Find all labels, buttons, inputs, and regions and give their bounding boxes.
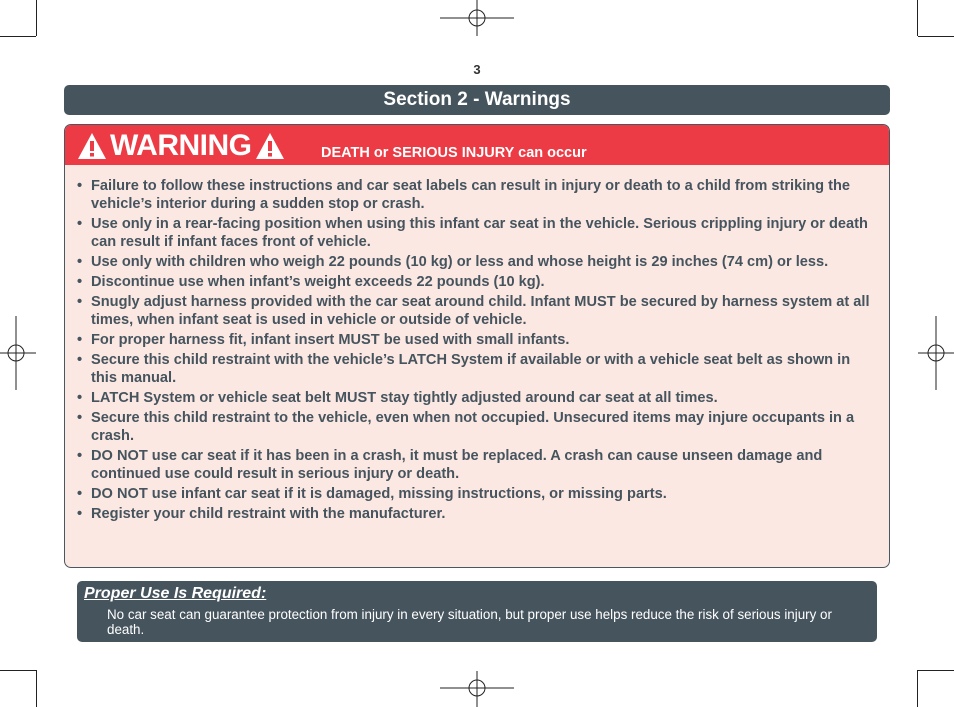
warning-item [77,331,877,349]
bullet-icon: • [77,486,83,502]
registration-mark-icon [918,316,954,390]
section-title-bar [64,85,890,115]
crop-mark [918,36,954,37]
warning-item-text: For proper harness fit, infant insert MUST be used with small infants. [91,332,570,348]
crop-mark [917,670,918,707]
warning-box [64,124,890,568]
crop-mark [0,36,36,37]
crop-mark [36,0,37,36]
warning-item [77,293,877,329]
warning-subtitle: DEATH or SERIOUS INJURY can occur [321,145,587,161]
warning-item-text: Use only with children who weigh 22 pounds (10 kg) or less and whose height is 29 inches (74 cm) or less. [91,254,829,270]
bullet-icon: • [77,216,83,232]
bullet-icon: • [77,274,83,290]
warning-item [77,253,877,271]
registration-mark-icon [440,671,514,707]
warning-item [77,273,877,291]
warning-item-text: Secure this child restraint to the vehicle, even when not occupied. Unsecured items may injure occupants in a crash. [91,410,855,444]
warning-item-text: DO NOT use infant car seat if it is damaged, missing instructions, or missing parts. [91,486,667,502]
warning-item-text: Register your child restraint with the manufacturer. [91,506,446,522]
warning-item [77,409,877,445]
bullet-icon: • [77,410,83,426]
proper-use-title: Proper Use Is Required: [84,585,267,602]
warning-item-text: Discontinue use when infant’s weight exceeds 22 pounds (10 kg). [91,274,545,290]
warning-triangle-icon [255,132,285,160]
bullet-icon: • [77,254,83,270]
warning-item [77,351,877,387]
registration-mark-icon [0,316,36,390]
crop-mark [918,670,954,671]
warning-item-text: Snugly adjust harness provided with the car seat around child. Infant MUST be secured by harness system at all times, when infant seat is used in vehicle or outside of vehicle. [91,294,870,328]
page-number: 3 [473,62,481,77]
warning-label: WARNING [110,129,252,162]
bullet-icon: • [77,352,83,368]
warning-item-text: LATCH System or vehicle seat belt MUST stay tightly adjusted around car seat at all times. [91,390,718,406]
warning-item-text: Use only in a rear-facing position when using this infant car seat in the vehicle. Serious crippling injury or death can result if infant faces front of vehicle. [91,216,868,250]
warning-item [77,389,877,407]
crop-mark [0,670,36,671]
warning-item [77,215,877,251]
warning-triangle-icon [77,132,107,160]
bullet-icon: • [77,178,83,194]
bullet-icon: • [77,294,83,310]
warning-item-text: Secure this child restraint with the vehicle’s LATCH System if available or with a vehicle seat belt as shown in this manual. [91,352,851,386]
registration-mark-icon [440,0,514,36]
proper-use-body: No car seat can guarantee protection from injury in every situation, but proper use helps reduce the risk of serious injury or death. [107,607,832,637]
warning-item [77,485,877,503]
bullet-icon: • [77,448,83,464]
warning-item [77,447,877,483]
section-title: Section 2 - Warnings [383,89,571,110]
warning-item-text: DO NOT use car seat if it has been in a crash, it must be replaced. A crash can cause unseen damage and continued use could result in serious injury or death. [91,448,823,482]
crop-mark [917,0,918,36]
warning-item-text: Failure to follow these instructions and car seat labels can result in injury or death to a child from striking the vehicle’s interior during a sudden stop or crash. [91,178,851,212]
bullet-icon: • [77,506,83,522]
bullet-icon: • [77,332,83,348]
crop-mark [36,670,37,707]
warning-item [77,177,877,213]
warning-item [77,505,877,523]
proper-use-box [77,581,877,642]
warning-header [65,125,889,165]
warning-list [77,177,877,525]
warning-badge [77,131,285,161]
bullet-icon: • [77,390,83,406]
